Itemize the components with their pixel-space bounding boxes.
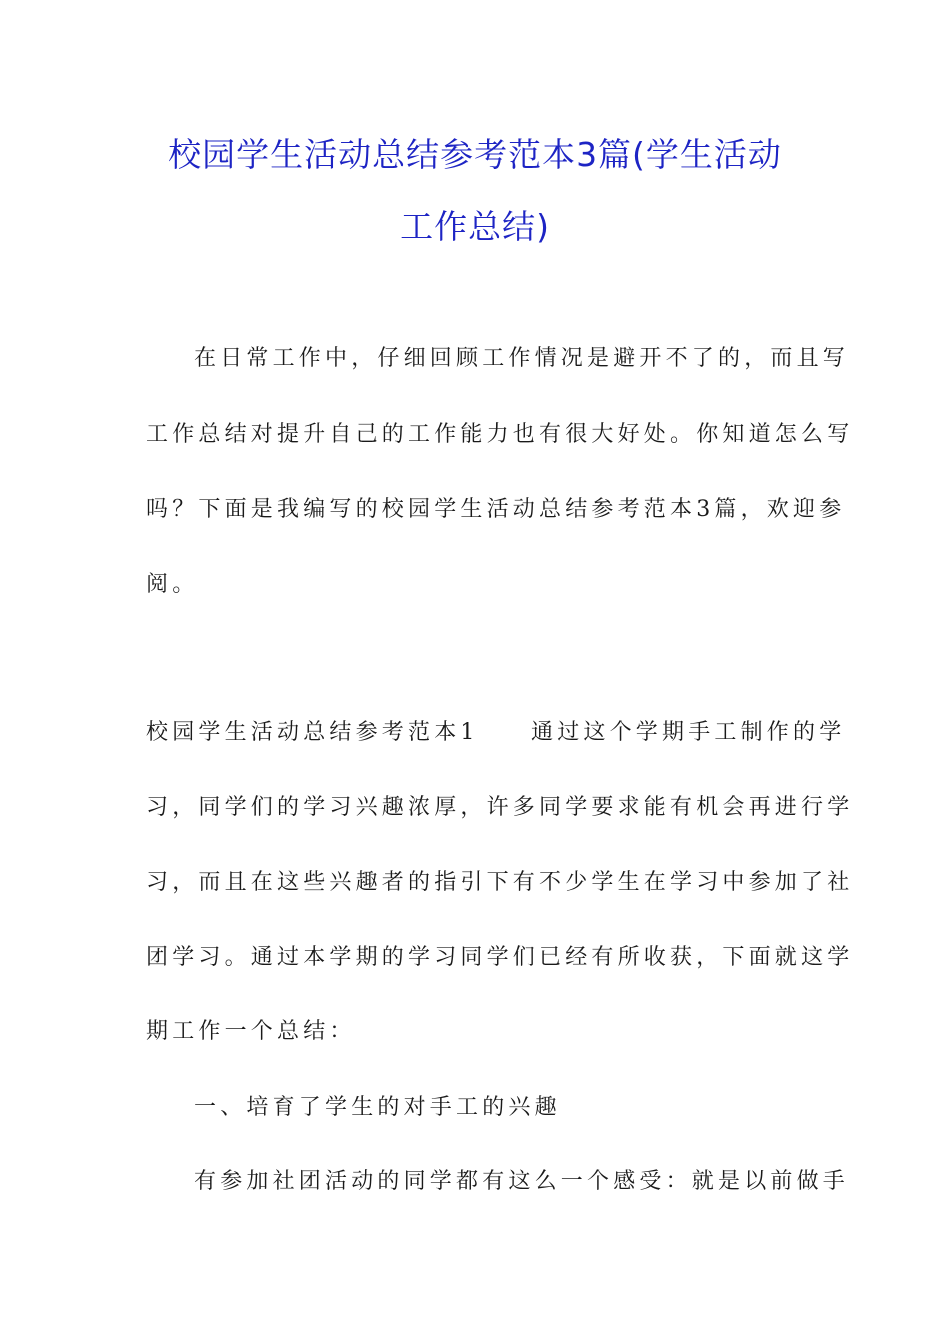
body-paragraph-line: 期工作一个总结： (146, 1019, 356, 1044)
document-title-line-1: 校园学生活动总结参考范本3篇(学生活动 (168, 135, 782, 174)
body-paragraph-line: 团学习。通过本学期的学习同学们已经有所收获，下面就这学 (146, 945, 854, 970)
intro-paragraph-line: 工作总结对提升自己的工作能力也有很大好处。你知道怎么写 (146, 422, 854, 447)
intro-paragraph-line: 吗？下面是我编写的校园学生活动总结参考范本3篇，欢迎参 (146, 497, 846, 522)
body-paragraph-line: 习，而且在这些兴趣者的指引下有不少学生在学习中参加了社 (146, 870, 854, 895)
intro-paragraph-line: 阅。 (146, 572, 199, 597)
section-paragraph-line: 有参加社团活动的同学都有这么一个感受：就是以前做手 (194, 1169, 850, 1194)
document-title-line-2: 工作总结) (400, 207, 550, 246)
section-heading: 一、培育了学生的对手工的兴趣 (194, 1095, 561, 1120)
body-paragraph-line: 校园学生活动总结参考范本1 通过这个学期手工制作的学 (146, 720, 846, 745)
intro-paragraph-line: 在日常工作中，仔细回顾工作情况是避开不了的，而且写 (194, 346, 850, 371)
body-paragraph-line: 习，同学们的学习兴趣浓厚，许多同学要求能有机会再进行学 (146, 795, 854, 820)
